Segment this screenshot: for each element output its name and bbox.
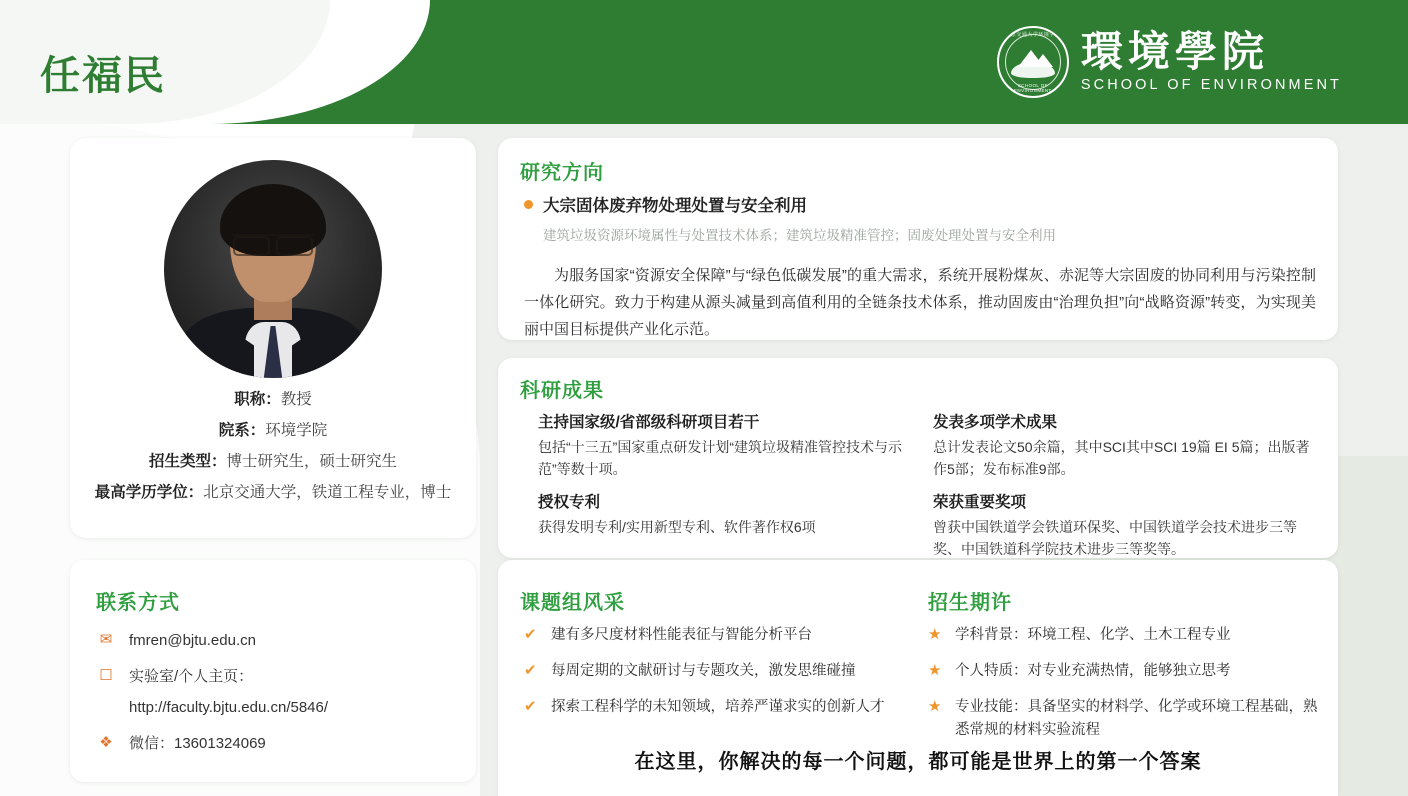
homepage-label: 实验室/个人主页： xyxy=(129,668,254,685)
contact-wechat-row xyxy=(96,733,458,755)
research-direction: 大宗固体废弃物处理处置与安全利用 xyxy=(543,197,807,215)
contact-email[interactable]: fmren@bjtu.edu.cn xyxy=(129,632,256,649)
research-paragraph: 为服务国家“资源安全保障”与“绿色低碳发展”的重大需求，系统开展粉煤灰、赤泥等大宗固废的协同利用与污染控制一体化研究。致力于构建从源头减量到高值利用的全链条技术体系，推动固废由“治理负担”向“战略资源”转变，为实现美丽中国目标提供产业化示范。 xyxy=(524,267,1316,338)
profile-info-row xyxy=(94,477,452,508)
achievement-heading: 主持国家级/省部级科研项目若干 xyxy=(538,414,760,431)
info-value: 北京交通大学，铁道工程专业，博士 xyxy=(203,484,452,501)
team-title: 课题组风采 xyxy=(520,592,625,614)
research-card xyxy=(498,138,1338,340)
star-icon: ★ xyxy=(928,698,942,715)
slogan: 在这里，你解决的每一个问题，都可能是世界上的第一个答案 xyxy=(634,751,1202,773)
star-icon: ★ xyxy=(928,662,942,679)
research-title: 研究方向 xyxy=(520,162,604,184)
expectations-list xyxy=(928,624,1328,755)
expectation-list-item xyxy=(928,660,1328,683)
expectation-item-label: 学科背景：环境工程、化学、土木工程专业 xyxy=(955,627,1231,643)
team-item-label: 建有多尺度材料性能表征与智能分析平台 xyxy=(551,627,812,643)
achievements-title: 科研成果 xyxy=(520,380,604,402)
star-icon: ★ xyxy=(928,626,942,643)
homepage-icon: ☐ xyxy=(99,667,113,684)
contact-list xyxy=(96,630,458,769)
wechat-icon: ❖ xyxy=(99,734,113,751)
contact-homepage-row[interactable] xyxy=(96,666,458,719)
research-direction-row xyxy=(524,192,807,216)
contact-email-row[interactable] xyxy=(96,630,458,652)
achievement-heading: 发表多项学术成果 xyxy=(933,414,1058,431)
team-list xyxy=(524,624,914,732)
profile-info-row xyxy=(94,446,452,477)
expectation-list-item xyxy=(928,624,1328,647)
info-sep: ： xyxy=(187,484,204,501)
expectations-title: 招生期许 xyxy=(928,592,1012,614)
check-icon: ✔ xyxy=(524,662,537,679)
mail-icon: ✉ xyxy=(99,631,113,648)
team-item-label: 探索工程科学的未知领域，培养严谨求实的创新人才 xyxy=(551,699,885,715)
team-list-item xyxy=(524,660,914,683)
info-sep: ： xyxy=(249,422,266,439)
info-value: 教授 xyxy=(280,391,312,408)
profile-info-list xyxy=(70,384,476,508)
logo-title-cn: 環境學院 xyxy=(1080,29,1269,76)
info-sep: ： xyxy=(265,391,281,408)
homepage-url[interactable]: http://faculty.bjtu.edu.cn/5846/ xyxy=(129,699,329,716)
contact-card xyxy=(70,560,476,782)
team-list-item xyxy=(524,696,914,719)
contact-title: 联系方式 xyxy=(96,592,180,614)
check-icon: ✔ xyxy=(524,626,537,643)
achievements-column-right xyxy=(933,410,1316,570)
check-icon: ✔ xyxy=(524,698,537,715)
team-list-item xyxy=(524,624,914,647)
school-logo xyxy=(997,26,1342,98)
team-item-label: 每周定期的文献研讨与专题攻关，激发思维碰撞 xyxy=(551,663,856,679)
info-key: 最高学历学位 xyxy=(94,484,188,501)
achievement-body: 包括“十三五”国家重点研发计划“建筑垃圾精准管控技术与示范”等数十项。 xyxy=(538,439,902,477)
info-key: 招生类型 xyxy=(148,453,211,470)
logo-title-en: SCHOOL OF ENVIRONMENT xyxy=(1080,77,1342,94)
achievements-column-left xyxy=(524,410,907,570)
info-key: 院系 xyxy=(218,422,250,439)
bullet-dot-icon xyxy=(524,200,533,209)
info-key: 职称 xyxy=(234,391,266,408)
achievement-body: 曾获中国铁道学会铁道环保奖、中国铁道学会技术进步三等奖、中国铁道科学院技术进步三等奖等。 xyxy=(933,519,1297,557)
info-value: 博士研究生，硕士研究生 xyxy=(226,453,398,470)
page-title: 任福民 xyxy=(40,54,166,98)
avatar xyxy=(164,160,382,378)
expectation-item-label: 专业技能：具备坚实的材料学、化学或环境工程基础，熟悉常规的材料实验流程 xyxy=(955,699,1318,738)
profile-info-row xyxy=(94,415,452,446)
expectation-item-label: 个人特质：对专业充满热情，能够独立思考 xyxy=(955,663,1231,679)
seal-bottom-text: SCHOOL OF ENVIRONMENT xyxy=(1014,83,1052,93)
seal-top-text: 北京交通大学环境学院 xyxy=(1005,32,1061,38)
achievement-body: 总计发表论文50余篇，其中SCI其中SCI 19篇 EI 5篇；出版著作5部；发布标准9部。 xyxy=(933,439,1310,477)
research-keywords: 建筑垃圾资源环境属性与处置技术体系；建筑垃圾精准管控；固废处理处置与安全利用 xyxy=(543,228,1056,243)
achievement-heading: 授权专利 xyxy=(538,494,601,511)
achievement-body: 获得发明专利/实用新型专利、软件著作权6项 xyxy=(538,519,816,535)
profile-card xyxy=(70,138,476,538)
achievements-grid xyxy=(524,410,1316,570)
expectation-list-item xyxy=(928,696,1328,742)
contact-wechat: 微信：13601324069 xyxy=(129,735,266,752)
team-and-expectations-card xyxy=(498,560,1338,796)
info-sep: ： xyxy=(210,453,227,470)
school-seal-icon xyxy=(997,26,1069,98)
achievements-card xyxy=(498,358,1338,558)
profile-info-row xyxy=(94,384,452,415)
info-value: 环境学院 xyxy=(265,422,328,439)
achievement-heading: 荣获重要奖项 xyxy=(933,494,1027,511)
